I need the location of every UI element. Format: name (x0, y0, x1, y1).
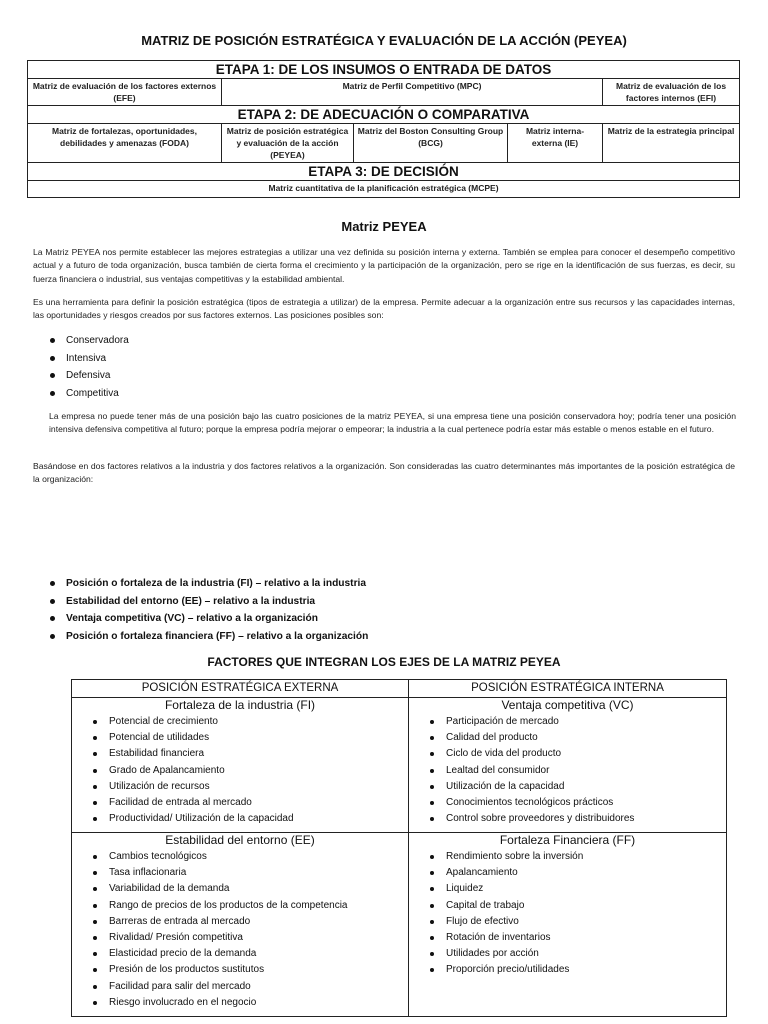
stage-3-mcpe: Matriz cuantitativa de la planificación estratégica (MCPE) (28, 181, 740, 198)
list-item: Competitiva (48, 385, 129, 403)
stage-2-bcg-abbr: (BCG) (418, 138, 443, 148)
list-item: Conocimientos tecnológicos prácticos (409, 795, 726, 811)
list-item: Estabilidad financiera (72, 746, 408, 762)
paragraph-determinants: Basándose en dos factores relativos a la industria y dos factores relativos a la organización. Son consideradas las cuatro determinantes más importantes de la posición estratégica de la organización: (33, 461, 735, 485)
vc-cell (409, 698, 727, 833)
stages-table (27, 60, 740, 198)
list-item: Utilización de la capacidad (409, 779, 726, 795)
ff-cell (409, 833, 727, 1017)
stage-1-efi: Matriz de evaluación de los factores internos (EFI) (603, 79, 740, 106)
list-item: Rango de precios de los productos de la competencia (72, 898, 408, 914)
list-item: Proporción precio/utilidades (409, 962, 726, 978)
stage-2-bcg (354, 124, 508, 163)
list-item: Liquidez (409, 881, 726, 897)
stage-2-peyea: Matriz de posición estratégica y evaluación de la acción (PEYEA) (222, 124, 354, 163)
internal-header: POSICIÓN ESTRATÉGICA INTERNA (409, 680, 727, 698)
stage-2-title: ETAPA 2: DE ADECUACIÓN O COMPARATIVA (28, 106, 740, 124)
list-item: Intensiva (48, 350, 129, 368)
list-item: Capital de trabajo (409, 898, 726, 914)
list-item: Rivalidad/ Presión competitiva (72, 930, 408, 946)
list-item: Rendimiento sobre la inversión (409, 849, 726, 865)
stage-2-foda: Matriz de fortalezas, oportunidades, debilidades y amenazas (FODA) (28, 124, 222, 163)
stage-2-ie: Matriz interna-externa (IE) (508, 124, 603, 163)
document-title: MATRIZ DE POSICIÓN ESTRATÉGICA Y EVALUACIÓN DE LA ACCIÓN (PEYEA) (141, 33, 627, 48)
list-item: Utilidades por acción (409, 946, 726, 962)
list-item: Barreras de entrada al mercado (72, 914, 408, 930)
list-item: Riesgo involucrado en el negocio (72, 995, 408, 1011)
ee-title: Estabilidad del entorno (EE) (165, 833, 315, 847)
fi-list (72, 714, 408, 827)
stage-2-bcg-name: Matriz del Boston Consulting Group (357, 126, 504, 136)
list-item: Variabilidad de la demanda (72, 881, 408, 897)
list-item: Conservadora (48, 332, 129, 350)
list-item: Potencial de crecimiento (72, 714, 408, 730)
fi-cell (72, 698, 409, 833)
list-item: Lealtad del consumidor (409, 763, 726, 779)
list-item: Facilidad de entrada al mercado (72, 795, 408, 811)
external-header: POSICIÓN ESTRATÉGICA EXTERNA (72, 680, 409, 698)
stage-1-efe: Matriz de evaluación de los factores externos (EFE) (28, 79, 222, 106)
ee-list (72, 849, 408, 1011)
list-item: Potencial de utilidades (72, 730, 408, 746)
ee-cell (72, 833, 409, 1017)
list-item: Utilización de recursos (72, 779, 408, 795)
list-item: Posición o fortaleza financiera (FF) – relativo a la organización (48, 628, 368, 646)
determinants-list (48, 575, 368, 645)
list-item: Flujo de efectivo (409, 914, 726, 930)
list-item: Control sobre proveedores y distribuidores (409, 811, 726, 827)
factors-title: FACTORES QUE INTEGRAN LOS EJES DE LA MATRIZ PEYEA (207, 655, 561, 669)
list-item: Elasticidad precio de la demanda (72, 946, 408, 962)
list-item: Apalancamiento (409, 865, 726, 881)
ff-list (409, 849, 726, 979)
list-item: Ventaja competitiva (VC) – relativo a la organización (48, 610, 368, 628)
list-item: Ciclo de vida del producto (409, 746, 726, 762)
factors-table (71, 679, 727, 1017)
paragraph-intro: La Matriz PEYEA nos permite establecer las mejores estrategias a utilizar una vez definida su posición interna y externa. También se emplea para conocer el desempeño competitivo actual y a futuro de toda organización, busca también de cierta forma el crecimiento y la participación de la organización, pero se rige en la identificación de sus fuerzas, es decir, su fuerza financiera o industrial, sus ventajas competitivas y la estabilidad ambiental. (33, 247, 735, 284)
fi-title: Fortaleza de la industria (FI) (164, 698, 316, 712)
list-item: Rotación de inventarios (409, 930, 726, 946)
list-item: Participación de mercado (409, 714, 726, 730)
ff-title: Fortaleza Financiera (FF) (499, 833, 636, 847)
stage-1-title: ETAPA 1: DE LOS INSUMOS O ENTRADA DE DATOS (28, 61, 740, 79)
paragraph-tool: Es una herramienta para definir la posición estratégica (tipos de estrategia a utilizar) de la empresa. Permite adecuar a la organización entre sus recursos y las capacidades internas, las oportunidades y riesgos creados por sus factores externos. Las posiciones posibles son: (33, 297, 735, 321)
vc-title: Ventaja competitiva (VC) (501, 698, 634, 712)
list-item: Facilidad para salir del mercado (72, 979, 408, 995)
stage-3-title: ETAPA 3: DE DECISIÓN (28, 163, 740, 181)
list-item: Productividad/ Utilización de la capacidad (72, 811, 408, 827)
stage-1-mpc: Matriz de Perfil Competitivo (MPC) (222, 79, 603, 106)
section-title: Matriz PEYEA (341, 219, 427, 234)
stage-2-principal: Matriz de la estrategia principal (603, 124, 740, 163)
list-item: Defensiva (48, 367, 129, 385)
paragraph-positions: La empresa no puede tener más de una posición bajo las cuatro posiciones de la matriz PEYEA, si una empresa tiene una posición conservadora hoy; podría tener una posición intensiva defensiva competitiva al futuro; porque la empresa podría mejorar o empeorar; la industria a la cual pertenece podría estar más estable o menos estable en el futuro. (49, 411, 736, 435)
list-item: Cambios tecnológicos (72, 849, 408, 865)
vc-list (409, 714, 726, 827)
positions-list (48, 332, 129, 402)
list-item: Calidad del producto (409, 730, 726, 746)
list-item: Presión de los productos sustitutos (72, 962, 408, 978)
list-item: Grado de Apalancamiento (72, 763, 408, 779)
list-item: Tasa inflacionaria (72, 865, 408, 881)
list-item: Estabilidad del entorno (EE) – relativo a la industria (48, 593, 368, 611)
list-item: Posición o fortaleza de la industria (FI) – relativo a la industria (48, 575, 368, 593)
